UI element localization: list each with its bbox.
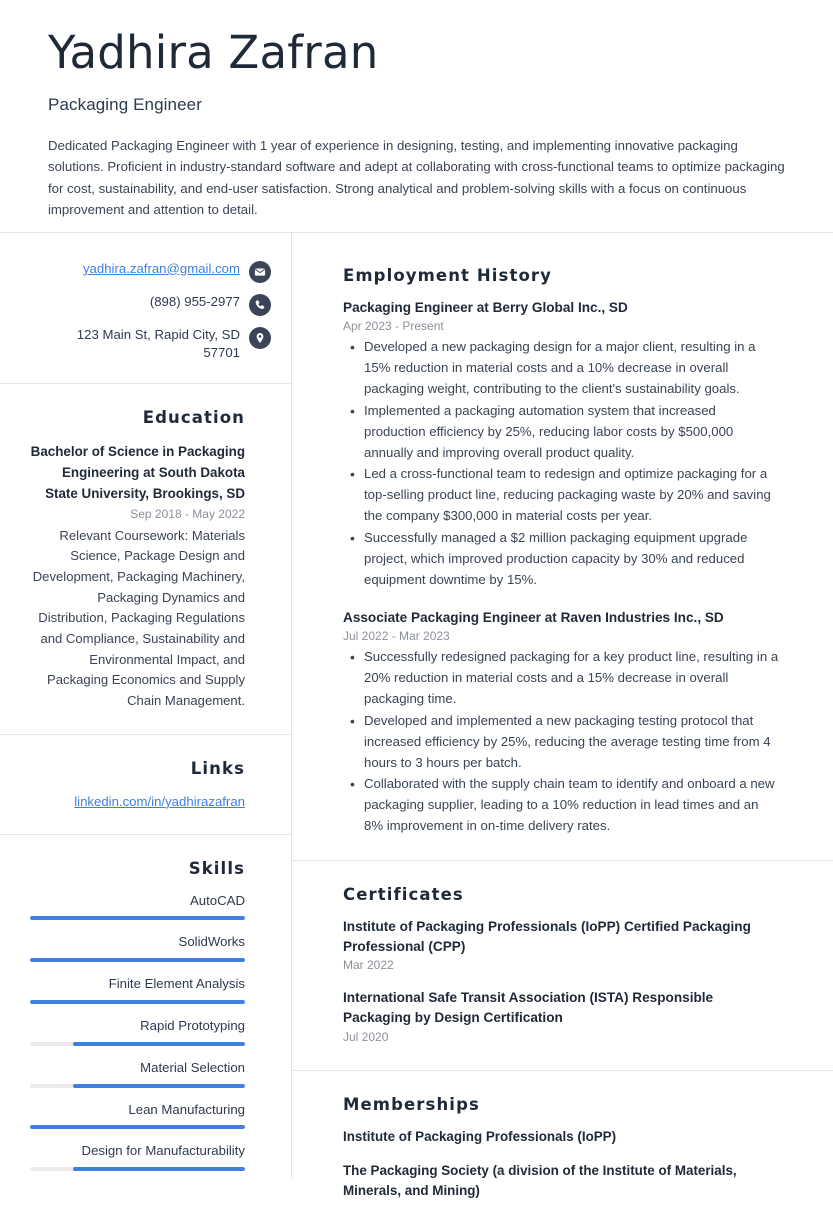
- phone-icon: [249, 294, 271, 316]
- skill-item: [30, 933, 245, 962]
- contact-details-block: [0, 242, 291, 384]
- education-description: Relevant Coursework: Materials Science, Package Design and Development, Packaging Machinery, Packaging Dynamics and Distribution, Packaging Regulations and Compliance, Sustainability and Environmental Impact, and Packaging Economics and Supply Chain Management.: [32, 527, 245, 709]
- certificate-date: Mar 2022: [343, 958, 394, 973]
- skill-name: Finite Element Analysis: [108, 976, 245, 992]
- phone-value: (898) 955-2977: [149, 293, 240, 309]
- list-item: • Developed a new packaging design for a major client, resulting in a 15% reduction in material costs and a 10% decrease in overall packaging weight, contributing to the client's sustainability goals.: [343, 337, 781, 400]
- skill-level-bar: [30, 1000, 245, 1004]
- employment-history-block: [291, 242, 833, 861]
- certificate-entry: [343, 988, 781, 1043]
- skill-item: [30, 975, 245, 1004]
- employment-entry: [343, 298, 781, 591]
- skill-level-fill: [30, 1125, 245, 1129]
- education-degree: Bachelor of Science in Packaging Engineering at South Dakota State University, Brookings, SD: [30, 444, 245, 502]
- main-column: [291, 242, 833, 1223]
- list-item: [30, 792, 245, 812]
- resume-header: [0, 0, 833, 242]
- skills-list: [30, 892, 245, 1172]
- education-date: Sep 2018 - May 2022: [130, 506, 245, 521]
- sidebar: [0, 242, 291, 1223]
- skill-name: Rapid Prototyping: [140, 1018, 245, 1033]
- envelope-icon: [249, 261, 271, 283]
- contact-row-address: [30, 326, 271, 363]
- skill-name: Lean Manufacturing: [128, 1101, 245, 1117]
- skill-level-fill: [30, 916, 245, 920]
- links-heading: Links: [190, 758, 245, 778]
- contact-row-phone: [30, 293, 271, 316]
- skill-level-fill: [73, 1084, 245, 1088]
- skill-item: [30, 1142, 245, 1171]
- membership-entry: Institute of Packaging Professionals (IoPP): [343, 1128, 617, 1144]
- skill-item: [30, 892, 245, 921]
- email-value: [83, 260, 240, 279]
- skill-name: Design for Manufacturability: [81, 1143, 245, 1159]
- list-item: • Collaborated with the supply chain team to identify and onboard a new packaging supplier, leading to a 10% reduction in lead times and an 8% improvement in on-time delivery rates.: [343, 774, 781, 837]
- certificates-heading: Certificates: [343, 885, 464, 905]
- skill-level-fill: [30, 958, 245, 962]
- certificate-date: Jul 2020: [343, 1029, 389, 1044]
- employment-bullet-list: [343, 647, 781, 837]
- employment-bullet-list: [343, 337, 781, 590]
- skill-level-fill: [73, 1042, 245, 1046]
- skill-level-fill: [73, 1167, 245, 1171]
- skill-level-bar: [30, 958, 245, 962]
- header-divider: [0, 232, 833, 233]
- map-pin-icon: [249, 327, 271, 349]
- skill-level-bar: [30, 1084, 245, 1088]
- skill-item: [30, 1101, 245, 1130]
- employment-entries: [343, 298, 781, 837]
- certificate-entries: [343, 917, 781, 1044]
- employment-entry: [343, 608, 781, 837]
- education-block: [0, 384, 291, 735]
- list-item: • Successfully managed a $2 million packaging equipment upgrade project, which improved production capacity by 30% and reduced equipment downtime by 15%.: [343, 528, 781, 591]
- certificate-title: Institute of Packaging Professionals (IoPP) Certified Packaging Professional (CPP): [343, 919, 751, 954]
- skill-item: [30, 1059, 245, 1088]
- membership-entry: The Packaging Society (a division of the Institute of Materials, Minerals, and Mining): [343, 1162, 737, 1199]
- list-item: • Led a cross-functional team to redesign and optimize packaging for a top-selling product line, reducing packaging waste by 20% and saving the company $300,000 in material costs per year.: [343, 464, 781, 527]
- skill-name: Material Selection: [140, 1059, 245, 1075]
- contact-row-email: [30, 260, 271, 283]
- certificates-block: [291, 861, 833, 1071]
- membership-entries: [343, 1127, 781, 1201]
- page-title: Yadhira Zafran: [48, 26, 379, 79]
- resume-body: [0, 242, 833, 1223]
- skill-level-bar: [30, 1167, 245, 1171]
- memberships-block: [291, 1071, 833, 1223]
- employment-entry-date: Jul 2022 - Mar 2023: [343, 629, 450, 644]
- skill-name: SolidWorks: [178, 934, 245, 950]
- email-link[interactable]: yadhira.zafran@gmail.com: [82, 260, 240, 276]
- skills-heading: Skills: [188, 858, 245, 878]
- skill-level-bar: [30, 1042, 245, 1046]
- job-title: Packaging Engineer: [48, 95, 202, 115]
- certificate-entry: [343, 917, 781, 972]
- employment-entry-title: Associate Packaging Engineer at Raven Industries Inc., SD: [343, 609, 724, 625]
- list-item: • Implemented a packaging automation system that increased production efficiency by 25%, reducing labor costs by $500,000 annually and improving overall product quality.: [343, 401, 781, 464]
- employment-entry-date: Apr 2023 - Present: [343, 319, 444, 334]
- list-item: • Successfully redesigned packaging for a key product line, resulting in a 20% reduction in material costs and a 15% decrease in overall packaging time.: [343, 647, 781, 710]
- skill-name: AutoCAD: [190, 892, 245, 908]
- list-item: • Developed and implemented a new packaging testing protocol that increased efficiency by 25%, reducing the average testing time from 4 hours to 3 hours per batch.: [343, 711, 781, 774]
- skill-level-bar: [30, 1125, 245, 1129]
- linkedin-link[interactable]: linkedin.com/in/yadhirazafran: [74, 793, 245, 809]
- skill-item: [30, 1017, 245, 1046]
- skills-block: [0, 835, 291, 1196]
- column-divider: [291, 233, 292, 1178]
- employment-history-heading: Employment History: [343, 265, 552, 285]
- education-heading: Education: [142, 408, 245, 428]
- professional-summary: Dedicated Packaging Engineer with 1 year of experience in designing, testing, and implementing innovative packaging solutions. Proficient in industry-standard software and adept at collaborating with cross-functional teams to optimize packaging for cost, sustainability, and end-user satisfaction. Strong analytical and problem-solving skills with a focus on continuous improvement and attention to detail.: [48, 138, 785, 218]
- skill-level-fill: [30, 1000, 245, 1004]
- memberships-heading: Memberships: [343, 1094, 480, 1114]
- address-value: 123 Main St, Rapid City, SD 57701: [76, 326, 240, 361]
- links-block: [0, 735, 291, 835]
- skill-level-bar: [30, 916, 245, 920]
- employment-entry-title: Packaging Engineer at Berry Global Inc., SD: [343, 299, 628, 315]
- certificate-title: International Safe Transit Association (ISTA) Responsible Packaging by Design Certification: [343, 990, 714, 1026]
